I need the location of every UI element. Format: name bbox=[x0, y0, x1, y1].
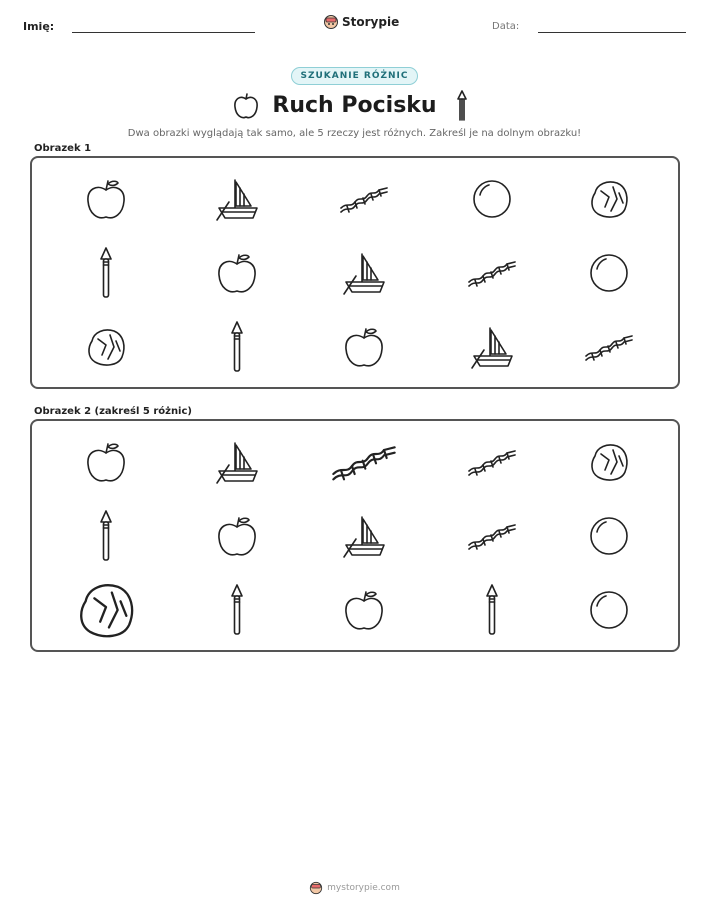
picture1-label: Obrazek 1 bbox=[34, 143, 92, 154]
storypie-mascot-icon bbox=[323, 14, 339, 30]
boat-icon[interactable] bbox=[340, 513, 388, 559]
apple-icon[interactable] bbox=[215, 250, 259, 296]
spear-icon[interactable] bbox=[99, 510, 113, 562]
rope-icon[interactable] bbox=[467, 258, 517, 288]
rope-icon[interactable] bbox=[467, 521, 517, 551]
circle-icon[interactable] bbox=[471, 178, 513, 220]
storypie-mascot-icon bbox=[309, 881, 323, 895]
boat-icon[interactable] bbox=[468, 324, 516, 370]
rock-icon[interactable] bbox=[74, 578, 138, 642]
apple-icon[interactable] bbox=[84, 439, 128, 485]
apple-icon[interactable] bbox=[215, 513, 259, 559]
rock-icon[interactable] bbox=[587, 177, 631, 221]
circle-icon[interactable] bbox=[588, 252, 630, 294]
page-title: Ruch Pocisku bbox=[272, 93, 437, 118]
boat-icon[interactable] bbox=[340, 250, 388, 296]
footer-url[interactable]: mystorypie.com bbox=[327, 883, 400, 893]
spear-icon[interactable] bbox=[485, 584, 499, 636]
picture2-panel bbox=[30, 419, 680, 652]
instructions: Dwa obrazki wyglądają tak samo, ale 5 rzeczy jest różnych. Zakreśl je na dolnym obrazku! bbox=[127, 128, 582, 139]
circle-icon[interactable] bbox=[588, 589, 630, 631]
boat-icon[interactable] bbox=[213, 176, 261, 222]
date-label: Data: bbox=[492, 21, 520, 32]
spear-icon[interactable] bbox=[230, 584, 244, 636]
spear-icon[interactable] bbox=[99, 247, 113, 299]
date-line[interactable] bbox=[538, 32, 686, 33]
name-line[interactable] bbox=[72, 32, 255, 33]
rope-icon[interactable] bbox=[329, 442, 399, 482]
rope-icon[interactable] bbox=[467, 447, 517, 477]
brand-name: Storypie bbox=[342, 15, 400, 29]
apple-icon[interactable] bbox=[342, 324, 386, 370]
activity-badge: SZUKANIE RÓŻNIC bbox=[291, 67, 417, 85]
rock-icon[interactable] bbox=[587, 440, 631, 484]
spear-icon bbox=[455, 90, 469, 126]
circle-icon[interactable] bbox=[588, 515, 630, 557]
picture2-label: Obrazek 2 (zakreśl 5 różnic) bbox=[34, 406, 192, 417]
rock-icon[interactable] bbox=[84, 325, 128, 369]
name-label: Imię: bbox=[23, 20, 55, 33]
spear-icon[interactable] bbox=[230, 321, 244, 373]
rope-icon[interactable] bbox=[339, 184, 389, 214]
boat-icon[interactable] bbox=[213, 439, 261, 485]
brand-logo bbox=[323, 14, 399, 30]
apple-icon[interactable] bbox=[84, 176, 128, 222]
apple-icon[interactable] bbox=[342, 587, 386, 633]
picture1-panel bbox=[30, 156, 680, 389]
rope-icon[interactable] bbox=[584, 332, 634, 362]
